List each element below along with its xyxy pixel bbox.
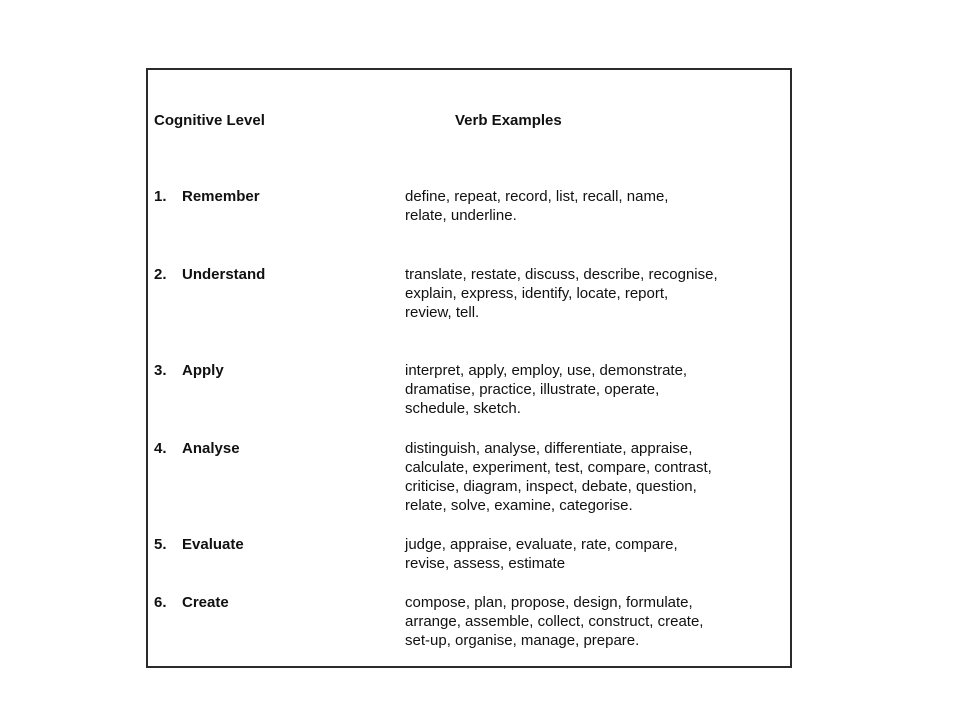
verbs-understand: [405, 265, 785, 322]
level-label: Remember: [182, 188, 260, 205]
level-understand: [154, 266, 265, 283]
level-analyse: [154, 440, 240, 457]
level-label: Evaluate: [182, 536, 244, 553]
verb-line: relate, underline.: [405, 207, 517, 224]
verb-line: dramatise, practice, illustrate, operate,: [405, 381, 660, 398]
verb-line: compose, plan, propose, design, formulate,: [405, 594, 693, 611]
verbs-apply: [405, 361, 785, 418]
verb-line: distinguish, analyse, differentiate, appraise,: [405, 440, 693, 457]
header-verb-examples: Verb Examples: [455, 112, 562, 129]
level-remember: [154, 188, 260, 205]
level-label: Create: [182, 594, 229, 611]
verbs-analyse: [405, 439, 785, 515]
level-number: 4.: [154, 440, 167, 457]
level-number: 2.: [154, 266, 167, 283]
verb-line: set-up, organise, manage, prepare.: [405, 632, 640, 649]
verb-line: relate, solve, examine, categorise.: [405, 497, 633, 514]
level-create: [154, 594, 229, 611]
level-label: Understand: [182, 266, 266, 283]
verb-line: define, repeat, record, list, recall, name,: [405, 188, 669, 205]
level-evaluate: [154, 536, 244, 553]
level-number: 6.: [154, 594, 167, 611]
verbs-evaluate: [405, 535, 785, 573]
verb-line: judge, appraise, evaluate, rate, compare,: [405, 536, 678, 553]
verbs-create: [405, 593, 785, 650]
level-number: 5.: [154, 536, 167, 553]
verb-line: interpret, apply, employ, use, demonstrate,: [405, 362, 688, 379]
verb-line: explain, express, identify, locate, report,: [405, 285, 669, 302]
verb-line: revise, assess, estimate: [405, 555, 566, 572]
level-label: Analyse: [182, 440, 240, 457]
level-number: 1.: [154, 188, 167, 205]
level-label: Apply: [182, 362, 224, 379]
verb-line: criticise, diagram, inspect, debate, question,: [405, 478, 697, 495]
verb-line: review, tell.: [405, 304, 480, 321]
level-number: 3.: [154, 362, 167, 379]
header-cognitive-level: Cognitive Level: [154, 112, 265, 129]
verb-line: arrange, assemble, collect, construct, create,: [405, 613, 704, 630]
verb-line: translate, restate, discuss, describe, recognise,: [405, 266, 718, 283]
level-apply: [154, 362, 224, 379]
verbs-remember: [405, 187, 785, 225]
verb-line: schedule, sketch.: [405, 400, 521, 417]
verb-line: calculate, experiment, test, compare, contrast,: [405, 459, 712, 476]
